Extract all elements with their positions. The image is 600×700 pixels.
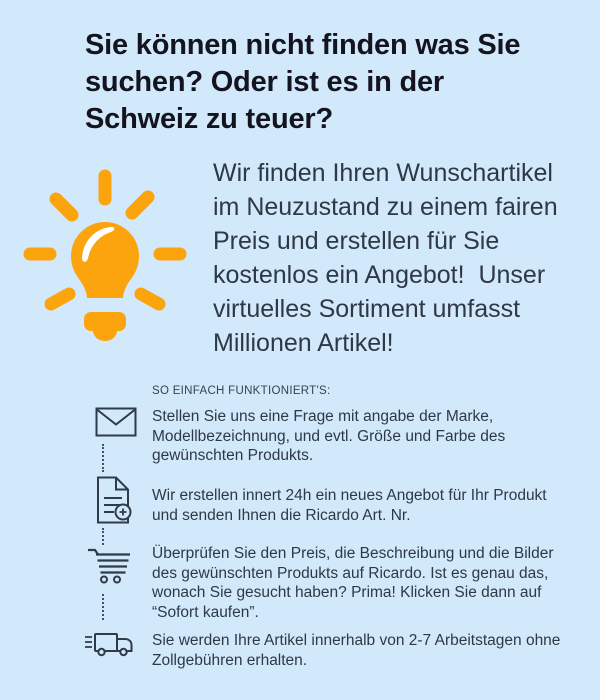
lightbulb-icon [22, 168, 188, 346]
step-text: Stellen Sie uns eine Frage mit angabe der Marke, Modellbezeichnung, und evtl. Größe und Farbe des gewünschten Produkts. [152, 408, 506, 464]
delivery-truck-icon [84, 630, 134, 658]
dotted-connector [102, 594, 104, 620]
dotted-connector [102, 528, 104, 545]
step-text: Sie werden Ihre Artikel innerhalb von 2-7 Arbeitstagen ohne Zollgebühren erhalten. [152, 632, 561, 669]
step-text: Wir erstellen innert 24h ein neues Angebot für Ihr Produkt und senden Ihnen die Ricardo Art. Nr. [152, 487, 547, 524]
section-label: SO EINFACH FUNKTIONIERT'S: [152, 385, 331, 397]
step-text: Überprüfen Sie den Preis, die Beschreibung und die Bilder des gewünschten Produkts auf Ricardo. Ist es genau das, wonach Sie gesucht haben? Prima! Klicken Sie dann auf “Sofort kaufen”. [152, 545, 554, 621]
page-title: Sie können nicht finden was Sie suchen? Oder ist es in der Schweiz zu teuer? [85, 29, 521, 135]
envelope-icon [95, 407, 137, 437]
document-offer-icon [92, 476, 132, 524]
dotted-connector [102, 444, 104, 472]
intro-text: Wir finden Ihren Wunschartikel im Neuzustand zu einem fairen Preis und erstellen für Sie kostenlos ein Angebot! Unser virtuelles Sortiment umfasst Millionen Artikel! [213, 159, 565, 357]
shopping-cart-icon [86, 546, 132, 584]
